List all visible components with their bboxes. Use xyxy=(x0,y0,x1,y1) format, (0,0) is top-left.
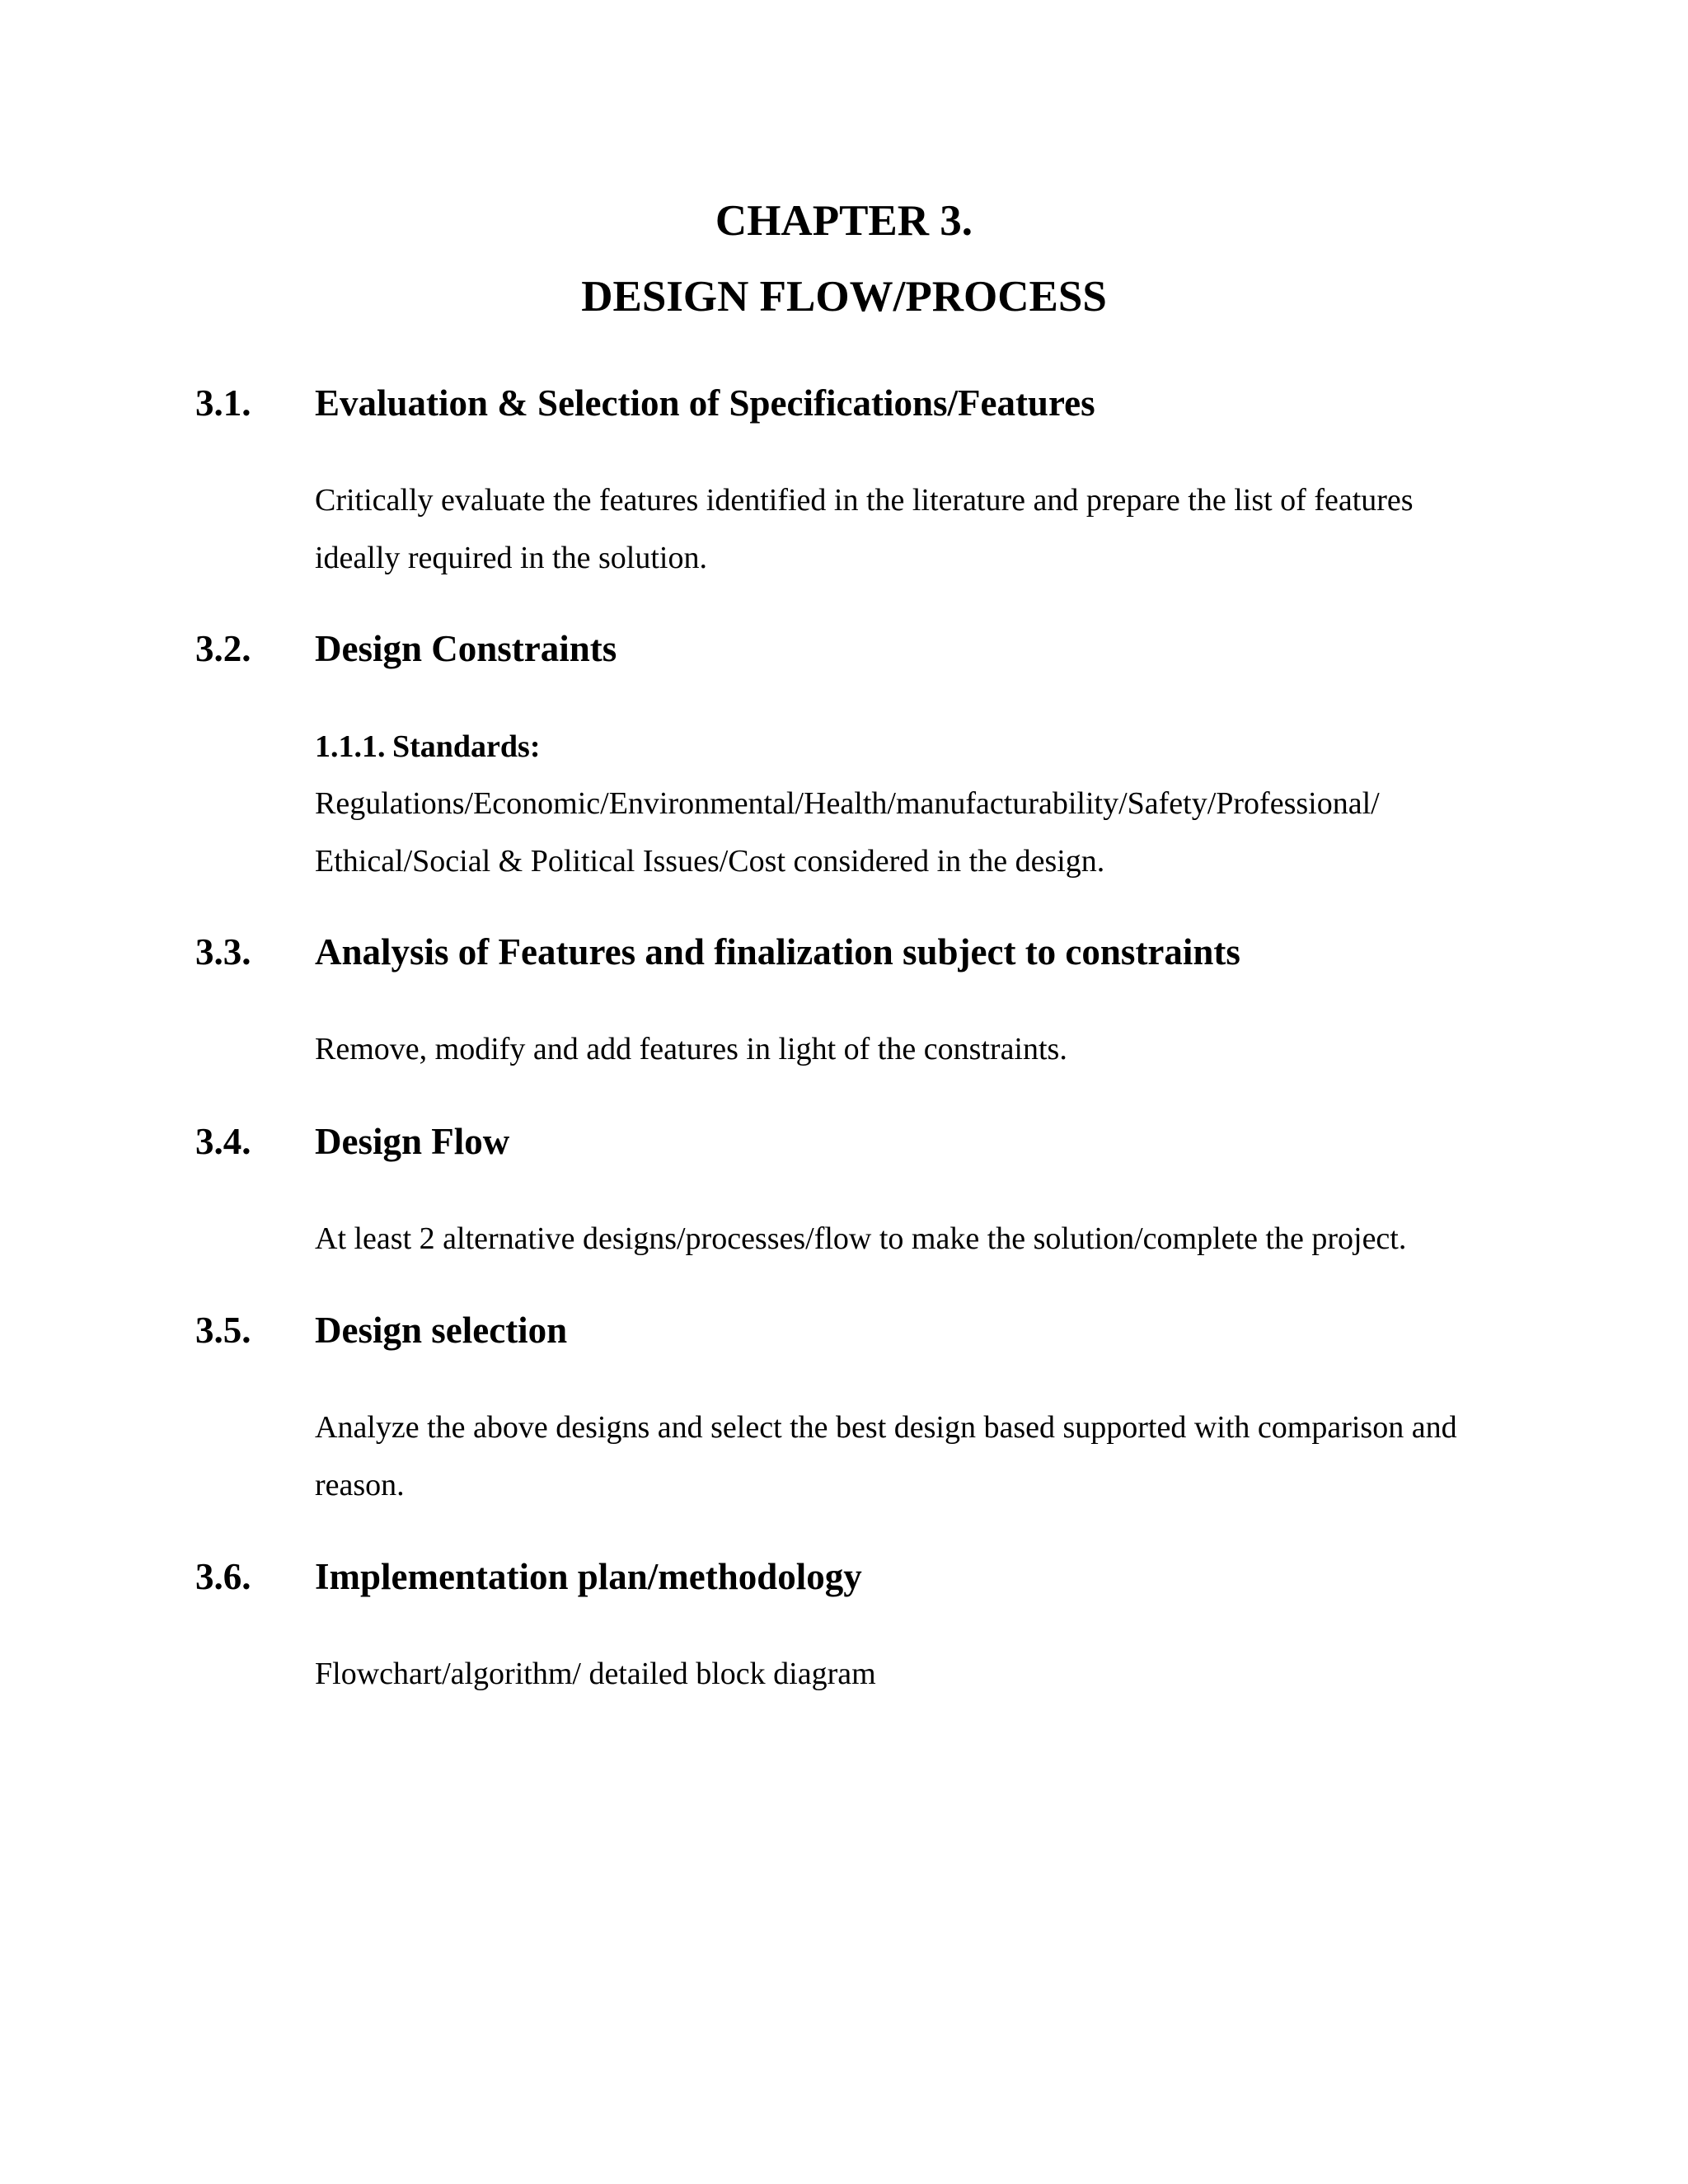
section-number: 3.5. xyxy=(195,1310,251,1351)
section-number: 3.3. xyxy=(195,931,251,972)
section-body-3-5: Analyze the above designs and select the best design based supported with comparison and reason. xyxy=(315,1410,1457,1502)
section-title: Design selection xyxy=(315,1310,568,1351)
subsection-heading-standards xyxy=(315,728,541,766)
section-number: 3.4. xyxy=(195,1121,251,1162)
section-body-3-6: Flowchart/algorithm/ detailed block diagram xyxy=(315,1657,876,1691)
chapter-title: DESIGN FLOW/PROCESS xyxy=(581,273,1107,321)
chapter-label: CHAPTER 3. xyxy=(715,197,973,245)
section-title: Implementation plan/methodology xyxy=(315,1556,862,1597)
section-title: Evaluation & Selection of Specifications/Features xyxy=(315,382,1095,424)
section-number: 3.6. xyxy=(195,1556,251,1597)
subsection-title: Standards: xyxy=(392,729,541,764)
subsection-body-standards: Regulations/Economic/Environmental/Health/manufacturability/Safety/Professional/ Ethical/Social & Political Issues/Cost considered in the design. xyxy=(315,786,1380,879)
section-title: Design Constraints xyxy=(315,628,617,669)
section-body-3-4: At least 2 alternative designs/processes/flow to make the solution/complete the project. xyxy=(315,1221,1407,1256)
section-title: Analysis of Features and finalization subject to constraints xyxy=(315,931,1240,972)
section-number: 3.1. xyxy=(195,382,251,424)
section-title: Design Flow xyxy=(315,1121,510,1162)
section-body-3-1: Critically evaluate the features identified in the literature and prepare the list of features ideally required in the solution. xyxy=(315,483,1414,575)
subsection-number: 1.1.1. xyxy=(315,729,386,764)
section-number: 3.2. xyxy=(195,628,251,669)
section-body-3-3: Remove, modify and add features in light of the constraints. xyxy=(315,1032,1067,1066)
